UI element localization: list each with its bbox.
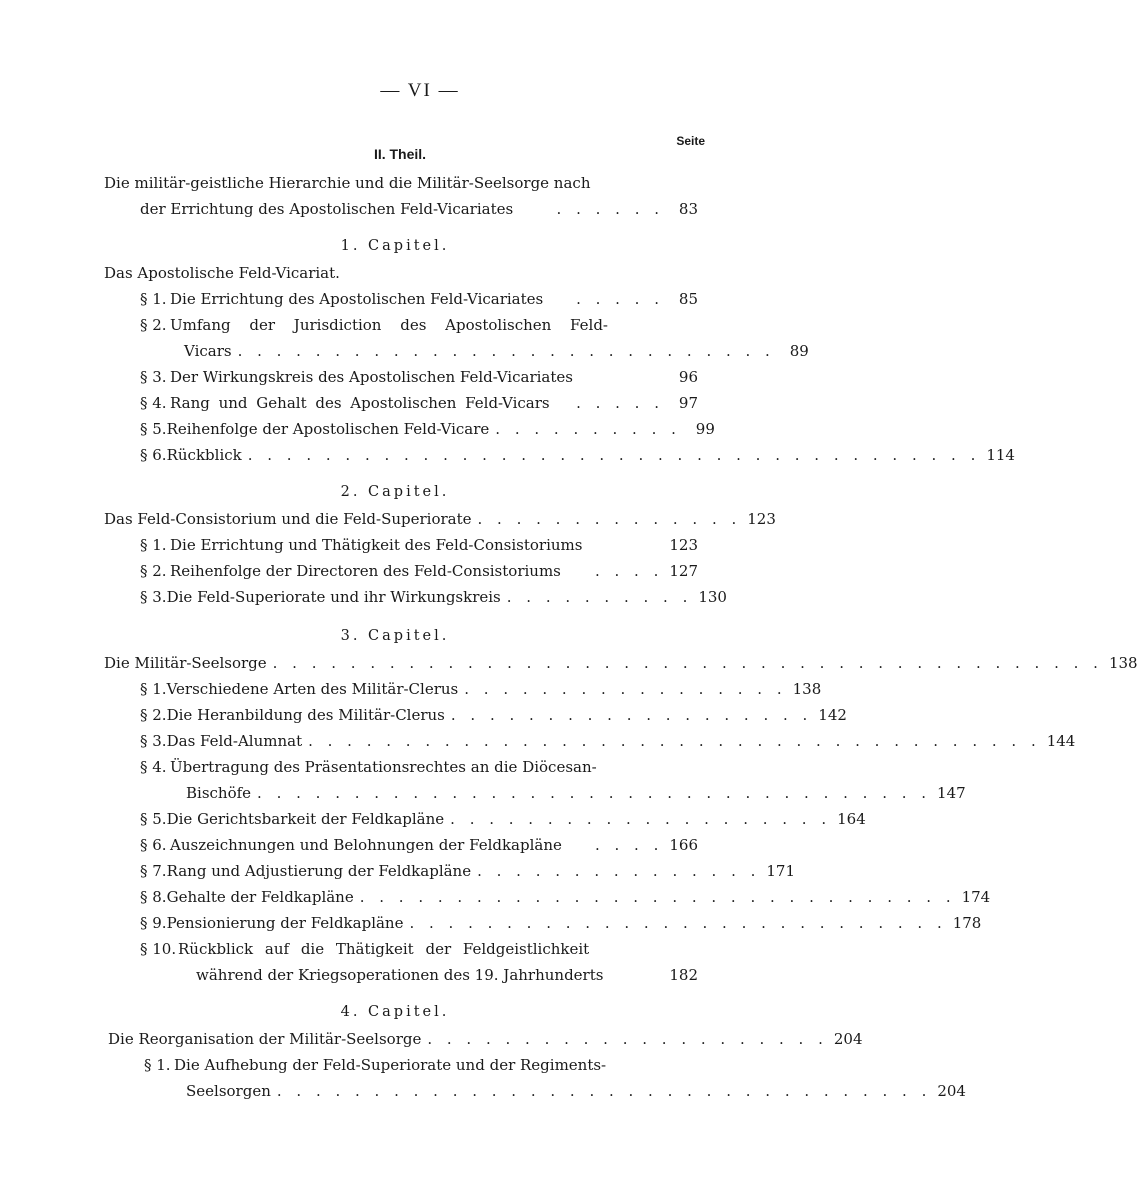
seite-label: Seite bbox=[676, 134, 705, 148]
toc-entry: § 2. Die Heranbildung des Militär-Clerus . . . . . . . . . . . . . . . . . . . 142 bbox=[140, 706, 847, 724]
toc-entry: § 3. Der Wirkungskreis des Apostolischen Feld-Vicariates 96 bbox=[140, 368, 698, 386]
toc-entry: § 3. Die Feld-Superiorate und ihr Wirkungskreis . . . . . . . . . . 130 bbox=[140, 588, 727, 606]
toc-entry: § 10. Rückblick auf die Thätigkeit der Feldgeistlichkeit bbox=[140, 940, 590, 958]
toc-entry: § 1. Verschiedene Arten des Militär-Clerus . . . . . . . . . . . . . . . . . 138 bbox=[140, 680, 822, 698]
toc-entry: § 1. Die Errichtung des Apostolischen Feld-Vicariates . . . . . 85 bbox=[140, 290, 698, 308]
part-intro-line2: der Errichtung des Apostolischen Feld-Vicariates . . . . . . 83 bbox=[140, 200, 698, 218]
chapter-title: 1. Capitel. bbox=[340, 238, 450, 254]
toc-entry: § 7. Rang und Adjustierung der Feldkapläne . . . . . . . . . . . . . . . 171 bbox=[140, 862, 796, 880]
toc-entry: § 5. Reihenfolge der Apostolischen Feld-Vicare . . . . . . . . . . 99 bbox=[140, 420, 715, 438]
chapter-heading: Die Militär-Seelsorge . . . . . . . . . . . . . . . . . . . . . . . . . . . . . . . . . . . . . . . . . . . 138 bbox=[104, 654, 1138, 672]
part-intro-line1: Die militär-geistliche Hierarchie und die Militär-Seelsorge nach bbox=[104, 174, 591, 192]
chapter-title: 3. Capitel. bbox=[340, 628, 450, 644]
chapter-heading: Das Apostolische Feld-Vicariat. bbox=[104, 264, 340, 282]
toc-entry-cont: Vicars . . . . . . . . . . . . . . . . . . . . . . . . . . . . 89 bbox=[184, 342, 809, 360]
part-title: II. Theil. bbox=[373, 146, 427, 162]
toc-entry: § 4. Rang und Gehalt des Apostolischen Feld-Vicars . . . . . 97 bbox=[140, 394, 698, 412]
chapter-title: 2. Capitel. bbox=[340, 484, 450, 500]
toc-entry: § 4. Übertragung des Präsentationsrechtes an die Diöcesan- bbox=[140, 758, 597, 776]
toc-entry: § 3. Das Feld-Alumnat . . . . . . . . . . . . . . . . . . . . . . . . . . . . . . . . . . . . . . 144 bbox=[140, 732, 1076, 750]
chapter-heading: Das Feld-Consistorium und die Feld-Superiorate . . . . . . . . . . . . . . 123 bbox=[104, 510, 776, 528]
toc-entry-cont: Seelsorgen . . . . . . . . . . . . . . . . . . . . . . . . . . . . . . . . . . 204 bbox=[186, 1082, 966, 1100]
toc-entry: § 1. Die Aufhebung der Feld-Superiorate und der Regiments- bbox=[144, 1056, 607, 1074]
toc-entry: § 9. Pensionierung der Feldkapläne . . . . . . . . . . . . . . . . . . . . . . . . . . . . 178 bbox=[140, 914, 982, 932]
toc-entry: § 5. Die Gerichtsbarkeit der Feldkapläne . . . . . . . . . . . . . . . . . . . . 164 bbox=[140, 810, 866, 828]
toc-entry: § 6. Auszeichnungen und Belohnungen der Feldkapläne . . . . 166 bbox=[140, 836, 698, 854]
toc-entry-cont: während der Kriegsoperationen des 19. Jahrhunderts 182 bbox=[196, 966, 698, 984]
toc-entry-cont: Bischöfe . . . . . . . . . . . . . . . . . . . . . . . . . . . . . . . . . . . 147 bbox=[186, 784, 966, 802]
toc-entry: § 2. Umfang der Jurisdiction des Apostolischen Feld- bbox=[140, 316, 608, 334]
toc-entry: § 6. Rückblick . . . . . . . . . . . . . . . . . . . . . . . . . . . . . . . . . . . . . . 114 bbox=[140, 446, 1015, 464]
toc-entry: § 2. Reihenfolge der Directoren des Feld-Consistoriums . . . . 127 bbox=[140, 562, 698, 580]
toc-entry: § 1. Die Errichtung und Thätigkeit des Feld-Consistoriums 123 bbox=[140, 536, 698, 554]
toc-entry: § 8. Gehalte der Feldkapläne . . . . . . . . . . . . . . . . . . . . . . . . . . . . . . . 174 bbox=[140, 888, 991, 906]
page-number: — VI — bbox=[380, 80, 460, 101]
chapter-title: 4. Capitel. bbox=[340, 1004, 450, 1020]
chapter-heading: Die Reorganisation der Militär-Seelsorge . . . . . . . . . . . . . . . . . . . . . 204 bbox=[108, 1030, 863, 1048]
